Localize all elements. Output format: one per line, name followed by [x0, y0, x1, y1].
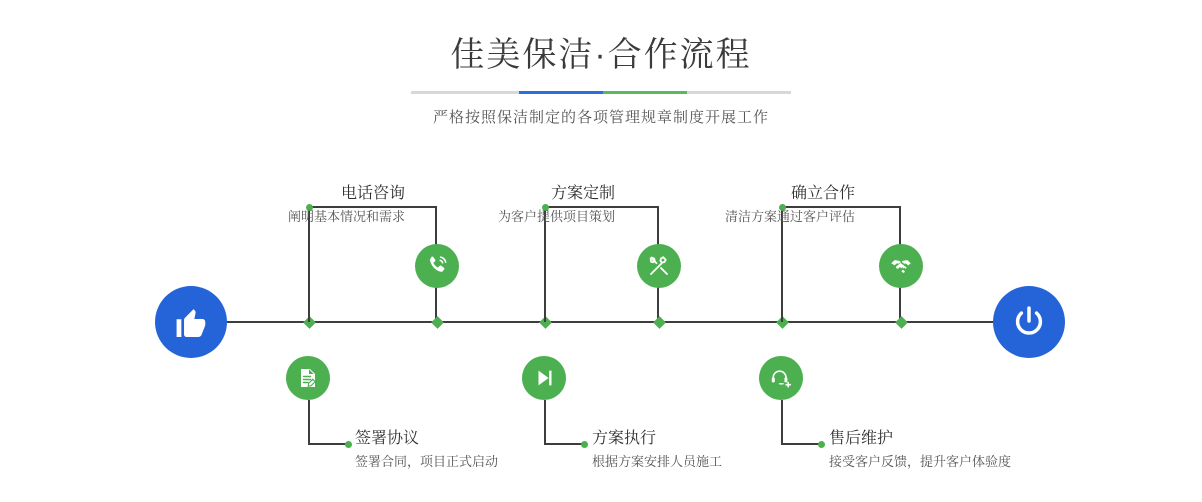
support-agent-icon	[769, 366, 793, 390]
timeline-start-node	[155, 286, 227, 358]
step-title: 确立合作	[790, 185, 855, 202]
step-title: 电话咨询	[340, 185, 405, 202]
step-title: 签署协议	[355, 430, 420, 447]
connector-stem	[544, 400, 546, 444]
step-icon-confirm-cooperation	[879, 244, 923, 288]
play-skip-icon	[533, 367, 555, 389]
connector-arm	[308, 443, 348, 445]
step-label-plan-custom	[360, 183, 615, 227]
timeline-end-node	[993, 286, 1065, 358]
connector-stem	[308, 400, 310, 444]
timeline-node-marker	[431, 316, 444, 329]
connector-endpoint-dot	[581, 441, 588, 448]
step-desc: 为客户提供项目策划	[497, 209, 615, 224]
timeline-node-marker	[653, 316, 666, 329]
power-icon	[1010, 303, 1048, 341]
step-desc: 签署合同，项目正式启动	[355, 454, 499, 469]
connector-endpoint-dot	[345, 441, 352, 448]
step-desc: 清洁方案通过客户评估	[724, 209, 855, 224]
document-edit-icon	[296, 366, 320, 390]
step-icon-plan-execute	[522, 356, 566, 400]
step-icon-after-sales	[759, 356, 803, 400]
connector-arm	[544, 443, 584, 445]
step-desc: 根据方案安排人员施工	[592, 454, 723, 469]
step-icon-plan-custom	[637, 244, 681, 288]
connector-arm	[781, 443, 821, 445]
connector-endpoint-dot	[818, 441, 825, 448]
step-label-confirm-cooperation	[600, 183, 855, 227]
step-icon-sign-agreement	[286, 356, 330, 400]
step-desc: 阐明基本情况和需求	[287, 209, 405, 224]
thumbs-up-icon	[172, 303, 210, 341]
page-title: 佳美保洁·合作流程	[450, 36, 752, 74]
phone-call-icon	[425, 254, 449, 278]
step-title: 方案执行	[592, 430, 657, 447]
connector-stem	[781, 400, 783, 444]
page-subtitle: 严格按照保洁制定的各项管理规章制度开展工作	[432, 109, 769, 126]
step-title: 售后维护	[829, 430, 894, 447]
tools-icon	[647, 254, 671, 278]
step-desc: 接受客户反馈，提升客户体验度	[829, 454, 1012, 469]
handshake-icon	[889, 254, 913, 278]
step-icon-phone-consult	[415, 244, 459, 288]
step-label-after-sales	[829, 428, 1169, 472]
step-title: 方案定制	[550, 185, 615, 202]
timeline-node-marker	[895, 316, 908, 329]
